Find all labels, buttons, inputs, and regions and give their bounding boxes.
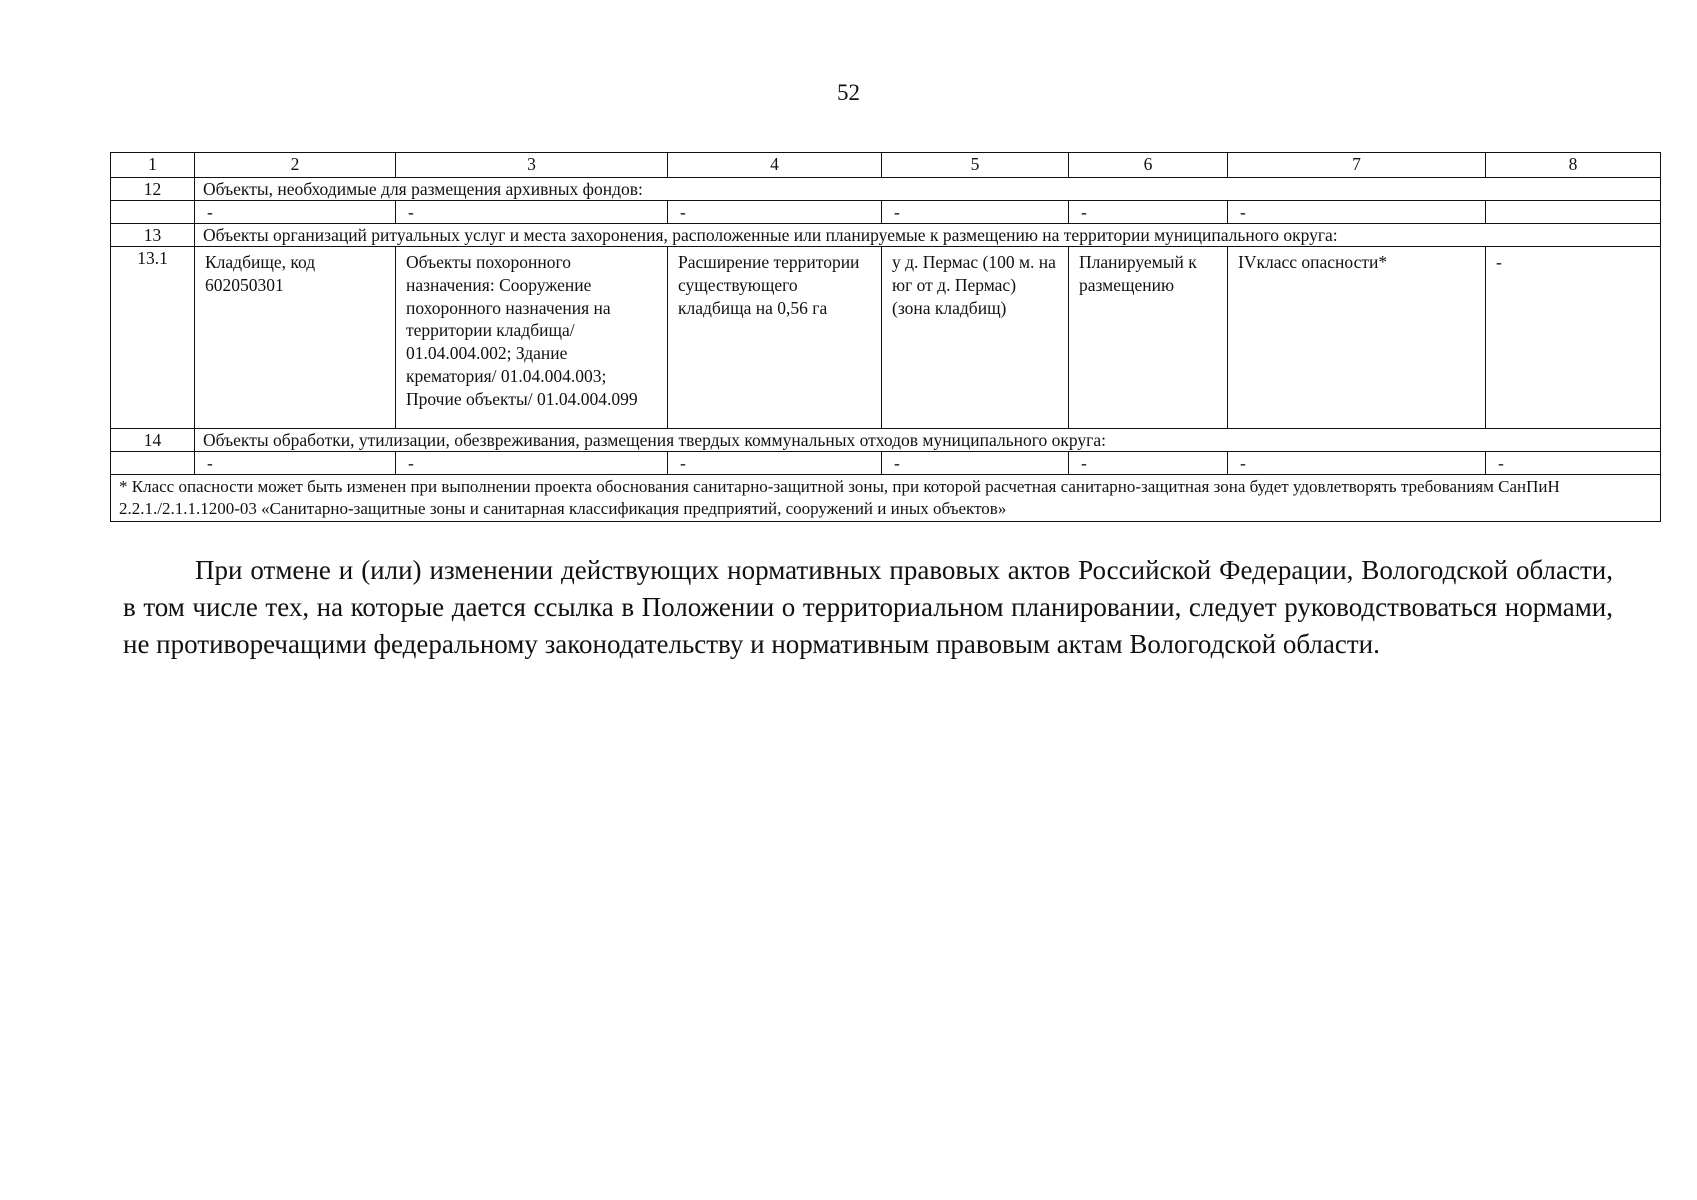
column-number: 2: [195, 153, 396, 178]
protection-zone: -: [1486, 247, 1661, 429]
column-number: 4: [668, 153, 882, 178]
table-cell: -: [396, 201, 668, 224]
table-cell: -: [1069, 201, 1228, 224]
hazard-class: IVкласс опасности*: [1228, 247, 1486, 429]
territorial-planning-table: [110, 152, 1661, 522]
table-cell: [111, 201, 195, 224]
column-number: 6: [1069, 153, 1228, 178]
table-footnote: * Класс опасности может быть изменен при выполнении проекта обоснования санитарно-защитной зоны, при которой расчетная санитарно-защитная зона будет удовлетворять требованиям СанПиН 2.2.1./2.1.1.1200-03 «Санитарно-защитные зоны и санитарная классификация предприятий, сооружений и иных объектов»: [111, 475, 1661, 522]
column-number-row: [111, 153, 1661, 178]
table-cell: -: [668, 201, 882, 224]
cemetery-row: [111, 247, 1661, 429]
footnote-row: [111, 475, 1661, 522]
object-status: Планируемый к размещению: [1069, 247, 1228, 429]
column-number: 5: [882, 153, 1069, 178]
table-cell: [1486, 201, 1661, 224]
table-cell: -: [1228, 201, 1486, 224]
column-number: 1: [111, 153, 195, 178]
section-title: Объекты обработки, утилизации, обезвреживания, размещения твердых коммунальных отходов муниципального округа:: [195, 429, 1661, 452]
table-cell: -: [668, 452, 882, 475]
object-purpose: Объекты похоронного назначения: Сооружение похоронного назначения на территории кладбища/ 01.04.004.002; Здание крематория/ 01.04.004.003; Прочие объекты/ 01.04.004.099: [396, 247, 668, 429]
object-location: у д. Пермас (100 м. на юг от д. Пермас) (зона кладбищ): [882, 247, 1069, 429]
table-cell: -: [882, 452, 1069, 475]
section-number: 13: [111, 224, 195, 247]
table-cell: [111, 452, 195, 475]
section-13-row: [111, 224, 1661, 247]
object-characteristics: Расширение территории существующего кладбища на 0,56 га: [668, 247, 882, 429]
section-number: 14: [111, 429, 195, 452]
section-14-row: [111, 429, 1661, 452]
object-name: Кладбище, код 602050301: [195, 247, 396, 429]
section-title: Объекты, необходимые для размещения архивных фондов:: [195, 178, 1661, 201]
section-12-empty-row: [111, 201, 1661, 224]
column-number: 7: [1228, 153, 1486, 178]
table-cell: -: [882, 201, 1069, 224]
section-14-empty-row: [111, 452, 1661, 475]
column-number: 3: [396, 153, 668, 178]
page-number: 52: [837, 80, 860, 105]
table-cell: -: [1069, 452, 1228, 475]
table-cell: -: [195, 452, 396, 475]
row-number: 13.1: [111, 247, 195, 429]
table-cell: -: [195, 201, 396, 224]
table-cell: -: [1228, 452, 1486, 475]
section-12-row: [111, 178, 1661, 201]
column-number: 8: [1486, 153, 1661, 178]
table-cell: -: [1486, 452, 1661, 475]
section-title: Объекты организаций ритуальных услуг и места захоронения, расположенные или планируемые к размещению на территории муниципального округа:: [195, 224, 1661, 247]
section-number: 12: [111, 178, 195, 201]
table-cell: -: [396, 452, 668, 475]
closing-paragraph: При отмене и (или) изменении действующих нормативных правовых актов Российской Федерации, Вологодской области, в том числе тех, на которые дается ссылка в Положении о территориальном планировании, следует руководствоваться нормами, не противоречащими федеральному законодательству и нормативным правовым актам Вологодской области.: [123, 555, 1613, 659]
